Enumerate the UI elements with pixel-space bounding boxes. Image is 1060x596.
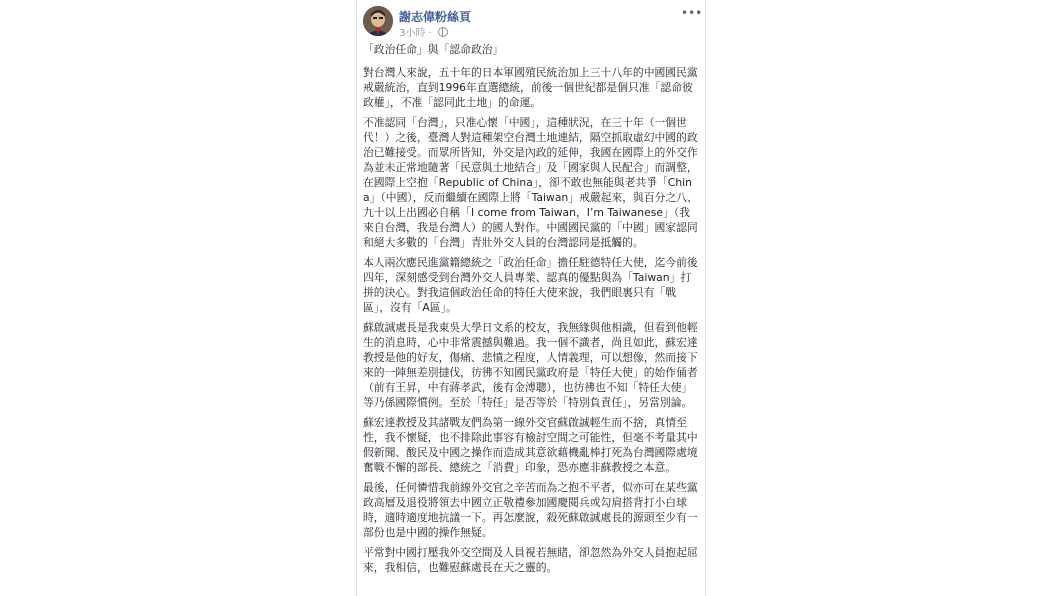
post-meta: 3小時 · (399, 24, 448, 39)
post-paragraph: 最後，任何憐惜我前線外交官之辛苦而為之抱不平者，似亦可在某些黨政高層及退役將領去中國立正敬禮參加國慶閱兵或勾肩搭背打小白球時，適時適度地抗議一下。再怎麼說，殺死蘇啟誠處長的源頭至少有一部份也是中國的操作無疑。 (363, 481, 698, 539)
post-paragraph: 不准認同「台灣」，只准心懷「中國」，這種狀況，在三十年（一個世代！）之後，臺灣人對這種架空台灣土地連結，隔空抓取虛幻中國的政治已難接受。而眾所皆知，外交是內政的延伸，我國在國際上的外交作為並未正常地隨著「民意與土地結合」及「國家與人民配合」而調整，在國際上空抱「Republic of China」，卻不敢也無能與老共爭「China」（中國），反而繼續在國際上將「Taiwan」戒嚴起來，與百分之八、九十以上出國必自稱「I come from Taiwan，I’m Taiwanese」（我來自台灣，我是台灣人）的國人對作。中國國民黨的「中國」國家認同和絕大多數的「台灣」青壯外交人員的台灣認同是抵觸的。 (363, 116, 698, 249)
post-paragraph: 平常對中國打壓我外交空間及人員視若無睹，卻忽然為外交人員抱起屈來，我相信，也難慰蘇處長在天之靈的。 (363, 546, 698, 574)
facebook-post (356, 0, 706, 596)
post-body (363, 42, 699, 580)
post-paragraph: 蘇啟誠處長是我東吳大學日文系的校友，我無緣與他相識，但看到他輕生的消息時，心中非常震撼與難過。我一個不識者，尚且如此，蘇宏達教授是他的好友，傷痛、悲憤之程度，人情義理，可以想像，然而接下來的一陣無差別撻伐，彷彿不知國民黨政府是「特任大使」的始作俑者（前有王昇，中有蔣孝武，後有金溥聰），也彷彿也不知「特任大使」等乃係國際慣例。至於「特任」是否等於「特別負責任」，另當別論。 (363, 321, 698, 409)
post-paragraph: 本人兩次應民進黨籍總統之「政治任命」擔任駐德特任大使，迄今前後四年，深刻感受到台灣外交人員專業、認真的優點與為「Taiwan」打拼的決心。對我這個政治任命的特任大使來說，我們眼裏只有「戰區」，沒有「A區」。 (363, 256, 698, 314)
post-header (357, 0, 705, 42)
post-title: 「政治任命」與「認命政治」 (363, 43, 504, 56)
post-paragraph: 蘇宏達教授及其諸戰友們為第一線外交官蘇啟誠輕生而不捨，真情至性，我不懷疑，也不排除此事容有檢討空間之可能性，但毫不考量其中假新聞、酸民及中國之操作而造成其意欲藉機亂棒打死為台灣國際處境奮戰不懈的部長、總統之「消費」印象，恐亦應非蘇教授之本意。 (363, 416, 698, 474)
avatar[interactable] (363, 6, 393, 36)
profile-photo (363, 6, 393, 36)
ellipsis-icon[interactable]: ••• (681, 6, 703, 20)
author-name[interactable]: 謝志偉粉絲頁 (399, 10, 472, 24)
globe-icon (438, 27, 448, 37)
post-time[interactable]: 3小時 (399, 28, 426, 39)
post-paragraph: 對台灣人來說，五十年的日本軍國殖民統治加上三十八年的中國國民黨戒嚴統治，直到1996年直選總統，前後一個世紀都是個只准「認命彼政權」，不准「認同此土地」的命運。 (363, 66, 698, 109)
